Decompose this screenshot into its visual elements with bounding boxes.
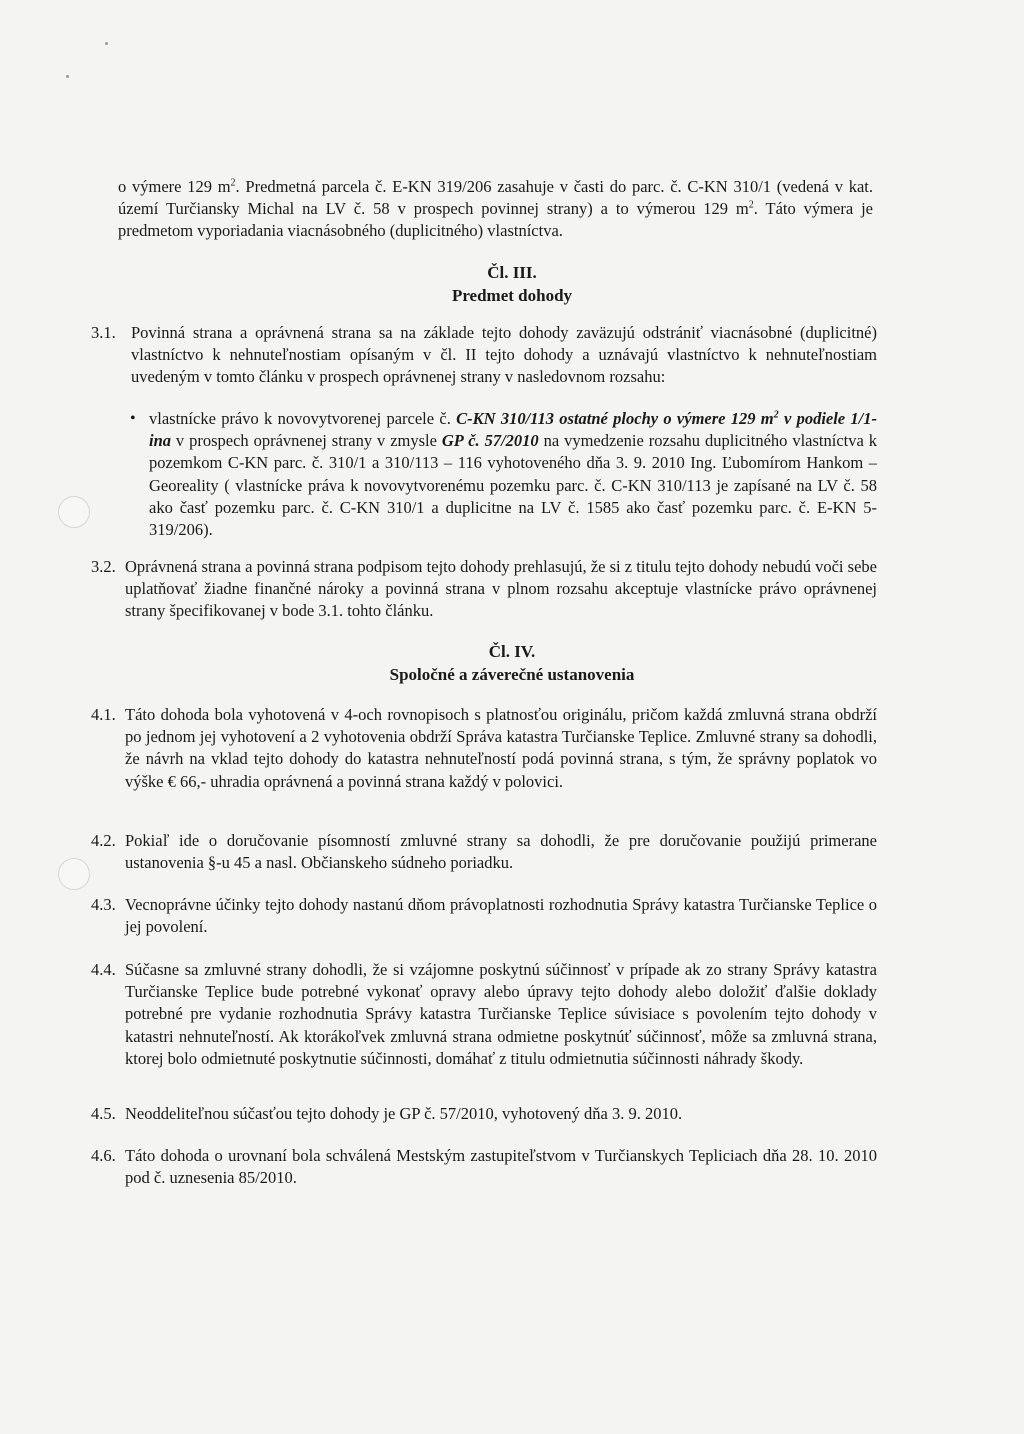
- clause-number: 4.6.: [91, 1146, 116, 1165]
- punch-hole-top: [58, 496, 90, 528]
- clause-4-3-text: Vecnoprávne účinky tejto dohody nastanú dňom právoplatnosti rozhodnutia Správy katastra Turčianske Teplice o jej povolení.: [125, 895, 877, 937]
- clause-4-5-text: Neoddeliteľnou súčasťou tejto dohody je GP č. 57/2010, vyhotovený dňa 3. 9. 2010.: [125, 1104, 683, 1123]
- clause-number: 4.1.: [91, 705, 116, 724]
- clause-number: 4.3.: [91, 895, 116, 914]
- clause-number: 4.2.: [91, 831, 116, 850]
- clause-3-2-text: Oprávnená strana a povinná strana podpisom tejto dohody prehlasujú, že si z titulu tejto dohody nebudú voči sebe uplatňovať žiadne finančné nároky a povinná strana v plnom rozsahu akceptuje vlastnícke právo oprávnenej strany špecifikovanej v bode 3.1. tohto článku.: [125, 557, 877, 621]
- clause-number: 4.5.: [91, 1104, 116, 1123]
- intro-paragraph: o výmere 129 $m^2$. Predmetná parcela č. E-KN 319/206 zasahuje v časti do parc. č. C-KN 310/1 (vedená v kat. území Turčiansky Michal na LV č. 58 v prospech povinnej strany) a to výmerou 129 $m^2$. Táto výmera je predmetom vyporiadania viacnásobného (duplicitného) vlastníctva.: [118, 177, 873, 241]
- section-3-subtitle: Predmet dohody: [451, 286, 573, 305]
- clause-number: 3.1.: [91, 323, 116, 342]
- scan-speck: [105, 42, 108, 45]
- scan-speck: [66, 75, 69, 78]
- clause-3-1-text: Povinná strana a oprávnená strana sa na základe tejto dohody zaväzujú odstrániť viacnásobné (duplicitné) vlastníctvo k nehnuteľnostiam opísaným v čl. II tejto dohody a uznávajú vlastníctvo k nehnuteľnostiam uvedeným v tomto článku v prospech oprávnenej strany v nasledovnom rozsahu:: [131, 323, 877, 387]
- section-4-subtitle: Spoločné a záverečné ustanovenia: [389, 665, 635, 684]
- section-3-title: Čl. III.: [487, 263, 537, 282]
- clause-4-4-text: Súčasne sa zmluvné strany dohodli, že si vzájomne poskytnú súčinnosť v prípade ak zo strany Správy katastra Turčianske Teplice bude potrebné vykonať opravy alebo úpravy tejto dohody alebo doložiť ďalšie doklady potrebné pre vydanie rozhodnutia Správy katastra Turčianske Teplice súvisiace s povolením tejto dohody v katastri nehnuteľností. Ak ktorákoľvek zmluvná strana odmietne poskytnúť súčinnosť, môže sa zmluvná strana, ktorej bolo odmietnuté poskytnutie súčinnosti, domáhať z titulu odmietnutia súčinnosti náhrady škody.: [125, 960, 877, 1068]
- section-4-title: Čl. IV.: [488, 642, 536, 661]
- punch-hole-bottom: [58, 858, 90, 890]
- bullet-symbol: •: [130, 410, 136, 427]
- clause-4-1-text: Táto dohoda bola vyhotovená v 4-och rovnopisoch s platnosťou originálu, pričom každá zmluvná strana obdrží po jednom jej vyhotovení a 2 vyhotovenia obdrží Správa katastra Turčianske Teplice. Zmluvné strany sa dohodli, že návrh na vklad tejto dohody do katastra nehnuteľností podá povinná strana, s tým, že správny poplatok vo výške € 66,- uhradia oprávnená a povinná strana každý v polovici.: [125, 705, 877, 791]
- clause-4-2-text: Pokiaľ ide o doručovanie písomností zmluvné strany sa dohodli, že pre doručovanie použijú primerane ustanovenia §-u 45 a nasl. Občianskeho súdneho poriadku.: [125, 831, 877, 873]
- bullet-paragraph: vlastnícke právo k novovytvorenej parcele č. C-KN 310/113 ostatné plochy o výmere 129 $m^2$ v podiele 1/1-ina v prospech oprávnenej strany v zmysle GP č. 57/2010 na vymedzenie rozsahu duplicitného vlastníctva k pozemkom C-KN parc. č. 310/1 a 310/113 – 116 vyhotoveného dňa 3. 9. 2010 Ing. Ľubomírom Hankom – Georeality ( vlastnícke práva k novovytvorenému pozemku parc. č. C-KN 310/113 je zapísané na LV č. 58 ako časť pozemku parc. č. C-KN 310/1 a duplicitne na LV č. 1585 ako časť pozemku parc. č. E-KN 5-319/206).: [149, 409, 878, 540]
- clause-number: 3.2.: [91, 557, 116, 576]
- clause-number: 4.4.: [91, 960, 116, 979]
- clause-4-6-text: Táto dohoda o urovnaní bola schválená Mestským zastupiteľstvom v Turčianskych Tepliciach dňa 28. 10. 2010 pod č. uznesenia 85/2010.: [125, 1146, 877, 1188]
